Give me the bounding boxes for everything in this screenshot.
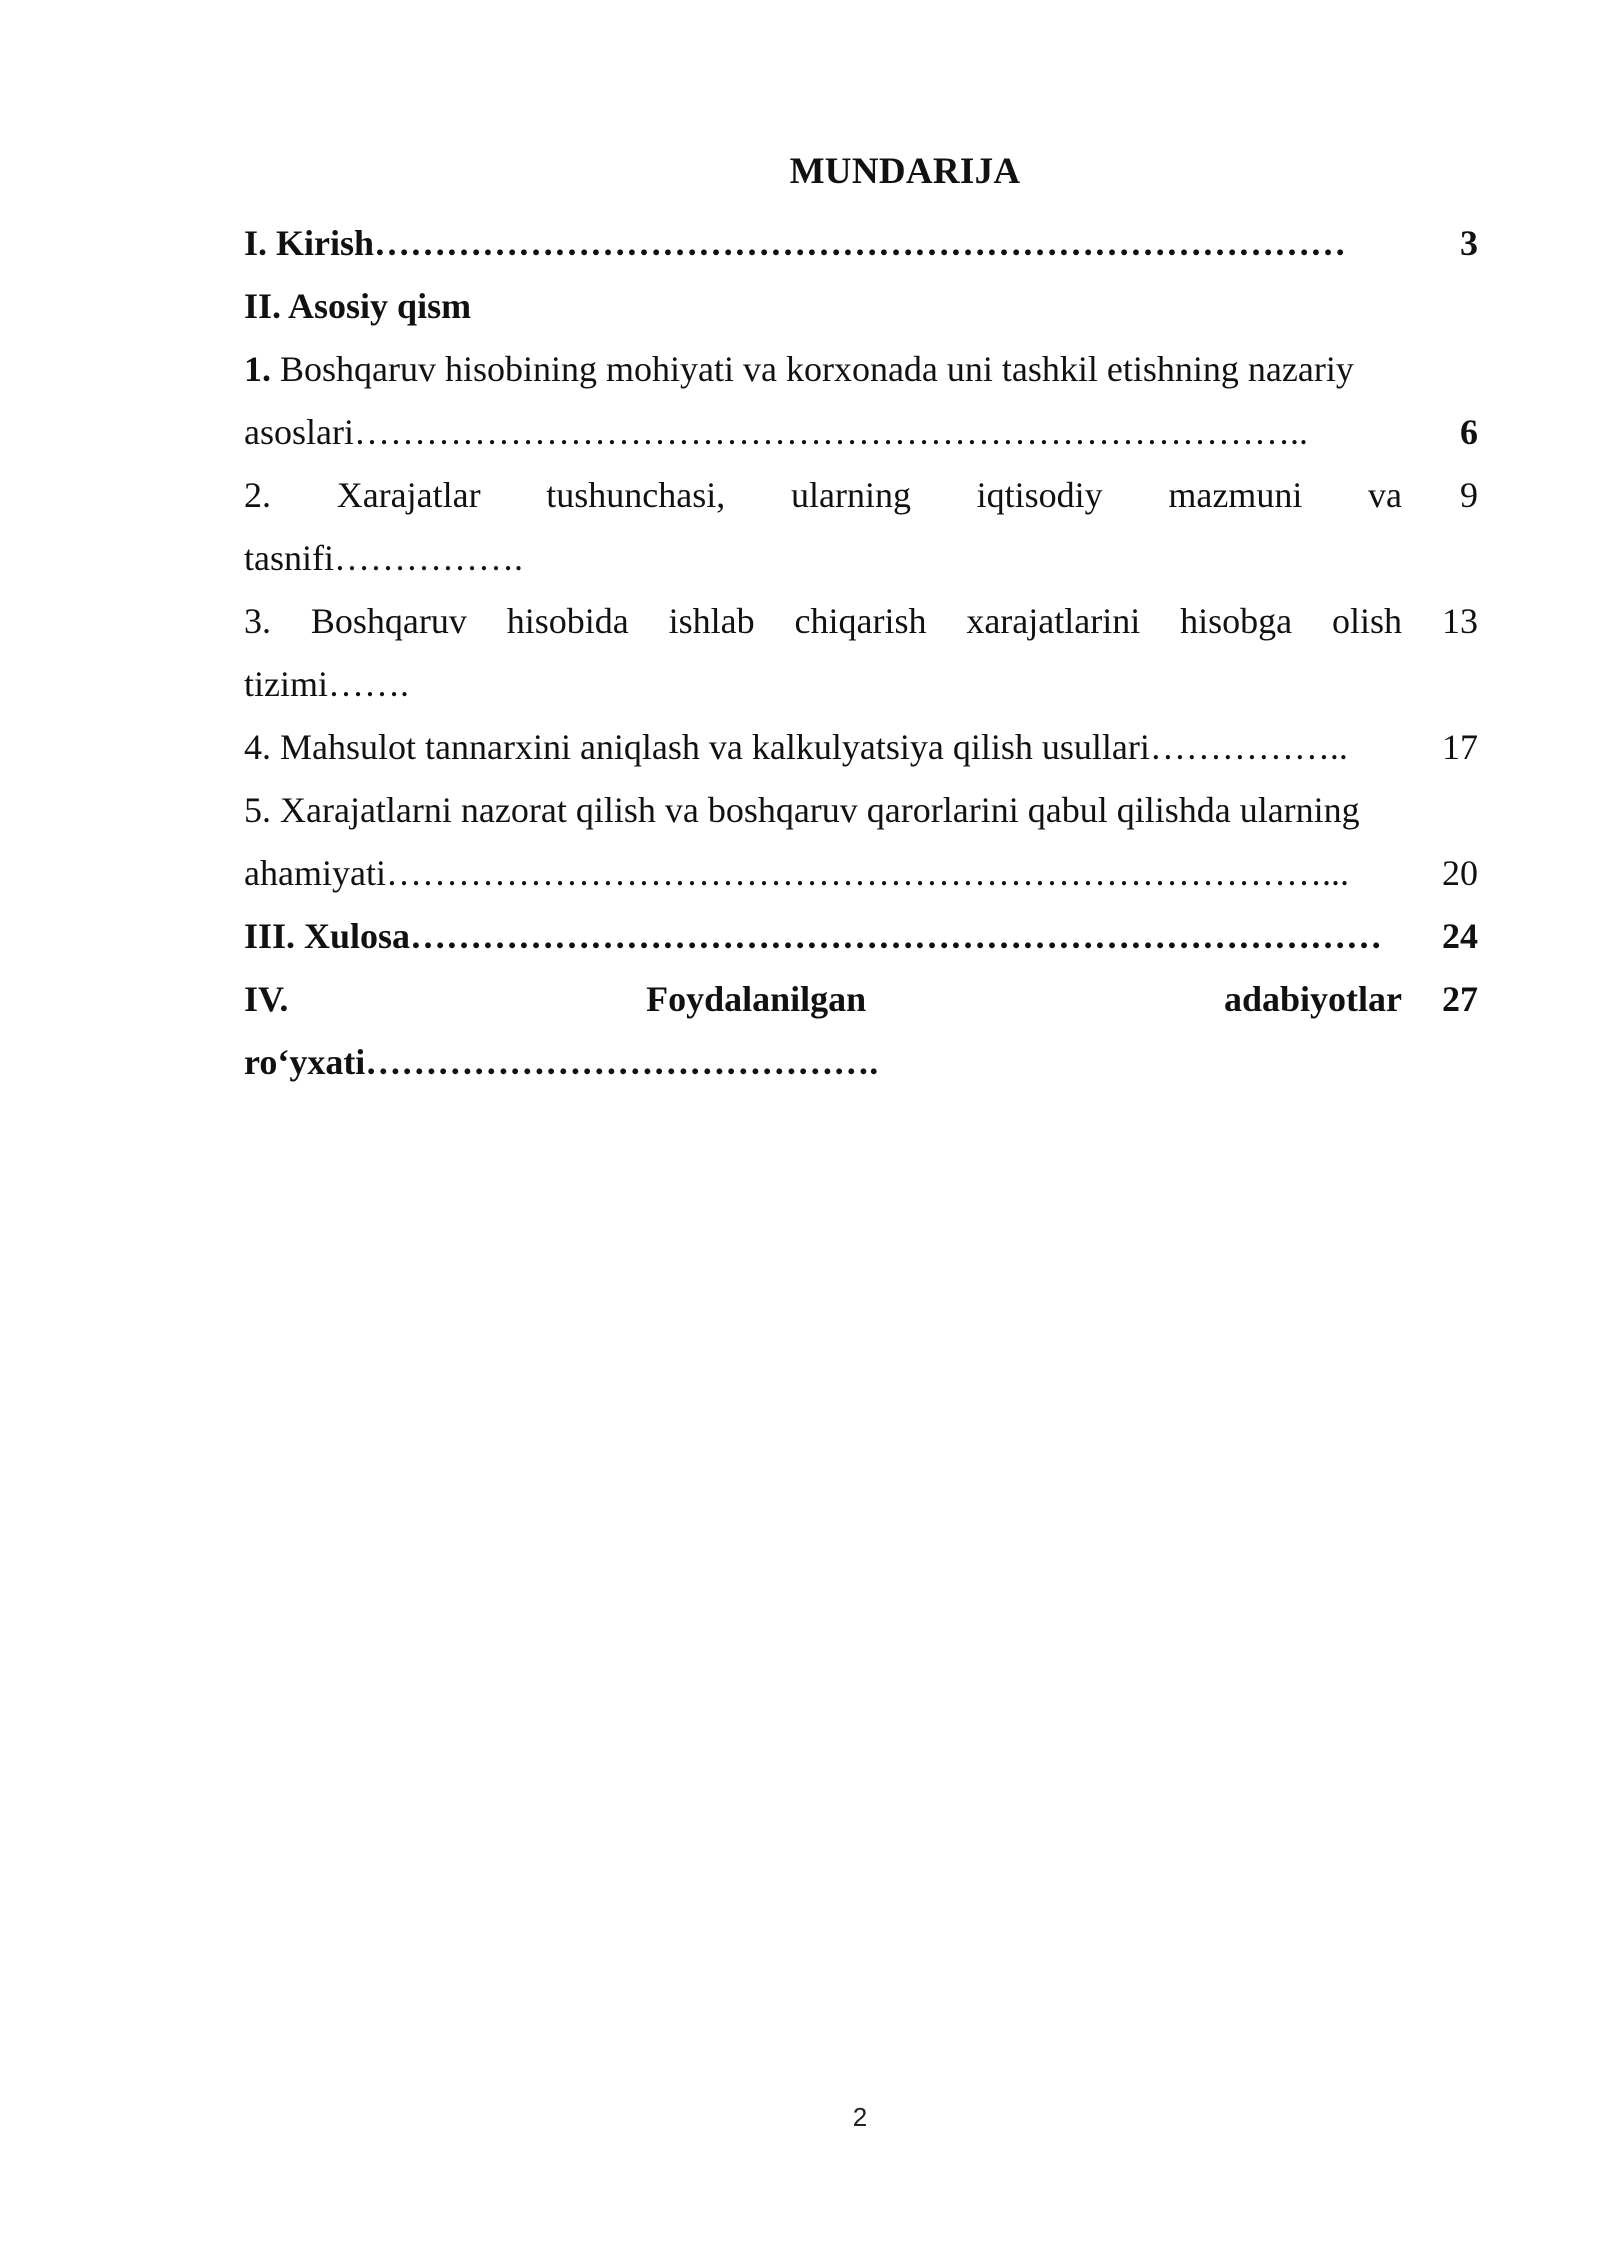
- toc-entry-title: 5. Xarajatlarni nazorat qilish va boshqaruv qarorlarini qabul qilishda ularning: [244, 790, 1360, 830]
- toc-entry-section-1[interactable]: [244, 338, 1478, 464]
- toc-entry-text: 4. Mahsulot tannarxini aniqlash va kalkulyatsiya qilish usullari……………..: [244, 727, 1348, 767]
- toc-entry-text: [244, 968, 1402, 1094]
- page-title: MUNDARIJA: [789, 151, 1021, 192]
- toc-entry-page: 24: [1442, 916, 1478, 956]
- toc-entry-page: 3: [1460, 223, 1478, 263]
- toc-entry-title-continued: ro‘yxati…………………………………….: [244, 1042, 879, 1082]
- toc-entry-introduction[interactable]: [244, 212, 1478, 275]
- toc-entry-section-2[interactable]: [244, 464, 1478, 590]
- toc-entry-page: 13: [1442, 601, 1478, 641]
- toc-entry-text: II. Asosiy qism: [244, 286, 472, 326]
- toc-entry-page: 9: [1460, 475, 1478, 515]
- toc-entry-title-continued: tizimi…….: [244, 664, 409, 704]
- table-of-contents: [244, 212, 1478, 1094]
- toc-entry-text: III. Xulosa………………………………………………………………………: [244, 916, 1383, 956]
- toc-entry-text: [244, 338, 1402, 464]
- toc-entry-page: 20: [1442, 853, 1478, 893]
- toc-entry-section-4[interactable]: [244, 716, 1478, 779]
- toc-entry-title-continued: ahamiyati……………………………………………………………………...: [244, 853, 1349, 893]
- toc-entry-conclusion[interactable]: [244, 905, 1478, 968]
- toc-entry-section-5[interactable]: [244, 779, 1478, 905]
- toc-entry-title: Boshqaruv hisobining mohiyati va korxonada uni tashkil etishning nazariy: [271, 349, 1354, 389]
- toc-entry-title: IV. Foydalanilgan adabiyotlar: [244, 979, 1402, 1019]
- toc-entry-title: 3. Boshqaruv hisobida ishlab chiqarish xarajatlarini hisobga olish: [244, 601, 1402, 641]
- page-number: 2: [852, 2102, 868, 2132]
- toc-entry-text: [244, 779, 1402, 905]
- toc-entry-title-continued: tasnifi…………….: [244, 538, 523, 578]
- toc-entry-text: I. Kirish………………………………………………………………………: [244, 223, 1347, 263]
- toc-entry-page: 17: [1442, 727, 1478, 767]
- toc-entry-page: 27: [1442, 979, 1478, 1019]
- toc-entry-references[interactable]: [244, 968, 1478, 1094]
- toc-entry-text: [244, 590, 1402, 716]
- toc-entry-title-continued: asoslari……………………………………………………………………..: [244, 412, 1308, 452]
- toc-entry-main-part[interactable]: [244, 275, 1478, 338]
- toc-entry-number: 1.: [244, 349, 271, 389]
- toc-entry-text: [244, 464, 1402, 590]
- toc-entry-page: 6: [1460, 412, 1478, 452]
- toc-entry-section-3[interactable]: [244, 590, 1478, 716]
- toc-entry-title: 2. Xarajatlar tushunchasi, ularning iqtisodiy mazmuni va: [244, 475, 1402, 515]
